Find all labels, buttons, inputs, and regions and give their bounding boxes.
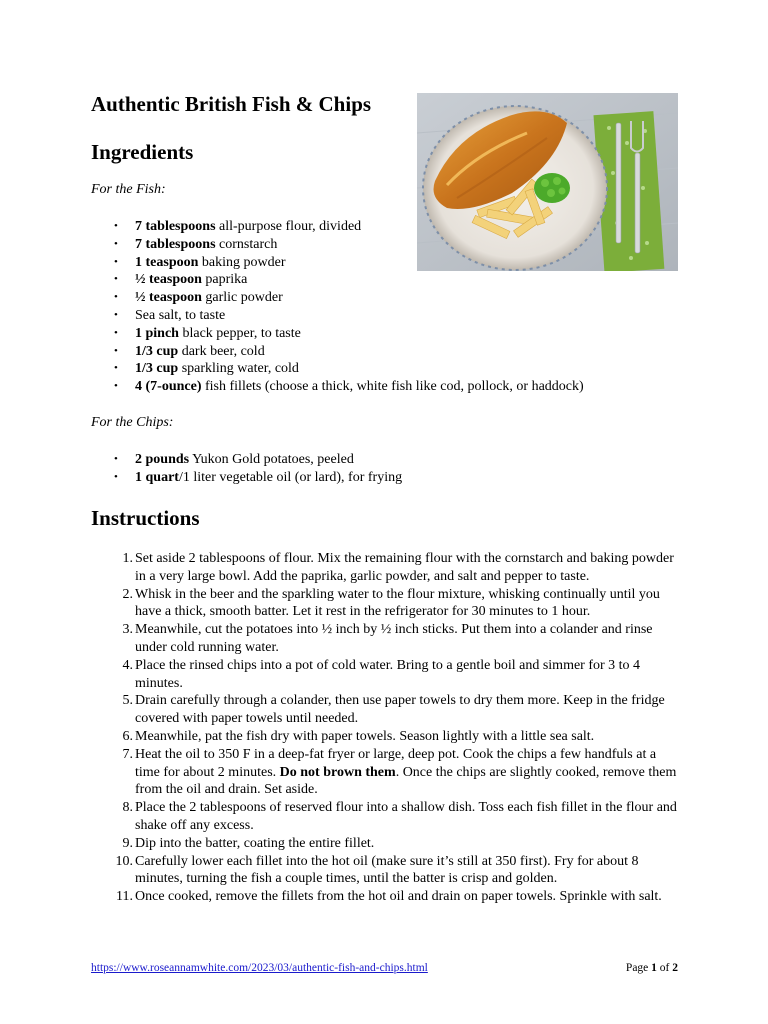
chips-subheading: For the Chips: (91, 415, 174, 430)
instruction-step: 8. Place the 2 tablespoons of reserved flour into a shallow dish. Toss each fish fillet in the flour and shake off any excess. (122, 800, 677, 833)
instruction-step: 5. Drain carefully through a colander, then use paper towels to dry them more. Keep in the fridge covered with paper towels until needed. (122, 693, 665, 727)
instruction-step: 1. Set aside 2 tablespoons of flour. Mix the remaining flour with the cornstarch and baking powder in a very large bowl. Add the paprika, garlic powder, and salt and pepper to taste. (122, 551, 674, 584)
instruction-step: 10. Carefully lower each fillet into the hot oil (make sure it’s still at 350 first). Fry for about 8 minutes, turning the fish a couple times, until the batter is crisp and golden. (115, 853, 639, 887)
instruction-step: 11. Once cooked, remove the fillets from the hot oil and drain on paper towels. Sprinkle with salt. (116, 889, 662, 905)
fish-subheading: For the Fish: (91, 182, 166, 197)
list-item: • ½ teaspoon paprika (91, 271, 584, 289)
list-item: • 1/3 cup dark beer, cold (91, 343, 584, 361)
instruction-step: 2. Whisk in the beer and the sparkling water to the flour mixture, whisking continually until you have a thick, smooth batter. Let it rest in the refrigerator for 30 minutes to 1 hour. (122, 586, 660, 620)
instructions-heading: Instructions (91, 506, 200, 530)
fish-ingredients-list (91, 218, 584, 396)
list-item: • 7 tablespoons all-purpose flour, divided (91, 218, 584, 236)
recipe-title: Authentic British Fish & Chips (91, 92, 372, 116)
list-item: • 1 pinch black pepper, to taste (91, 325, 584, 343)
list-item: • ½ teaspoon garlic powder (91, 289, 584, 307)
list-item: • 2 pounds Yukon Gold potatoes, peeled (91, 451, 402, 469)
instruction-step: 3. Meanwhile, cut the potatoes into ½ inch by ½ inch sticks. Put them into a colander and rinse under cold running water. (122, 622, 653, 655)
instruction-step: 7. Heat the oil to 350 F in a deep-fat fryer or large, deep pot. Cook the chips a few handfuls at a time for about 2 minutes. Do not brown them. Once the chips are slightly cooked, remove them from the oil and drain. Set aside. (122, 746, 677, 798)
list-item: • 1 teaspoon baking powder (91, 254, 584, 272)
list-item: • Sea salt, to taste (91, 307, 584, 325)
list-item: • 7 tablespoons cornstarch (91, 236, 584, 254)
instruction-step: 4. Place the rinsed chips into a pot of cold water. Bring to a gentle boil and simmer for 3 to 4 minutes. (122, 657, 641, 691)
list-item: • 1 quart/1 liter vegetable oil (or lard), for frying (91, 469, 402, 487)
instruction-step: 6. Meanwhile, pat the fish dry with paper towels. Season lightly with a little sea salt. (122, 728, 595, 744)
list-item: • 4 (7-ounce) fish fillets (choose a thick, white fish like cod, pollock, or haddock) (91, 378, 584, 396)
source-link[interactable]: https://www.roseannamwhite.com/2023/03/authentic-fish-and-chips.html (91, 962, 428, 974)
instruction-step: 9. Dip into the batter, coating the entire fillet. (122, 835, 375, 851)
instructions-list (91, 550, 681, 906)
page-number: Page 1 of 2 (625, 962, 678, 974)
list-item: • 1/3 cup sparkling water, cold (91, 360, 584, 378)
ingredients-heading: Ingredients (91, 140, 194, 164)
chips-ingredients-list (91, 451, 402, 487)
